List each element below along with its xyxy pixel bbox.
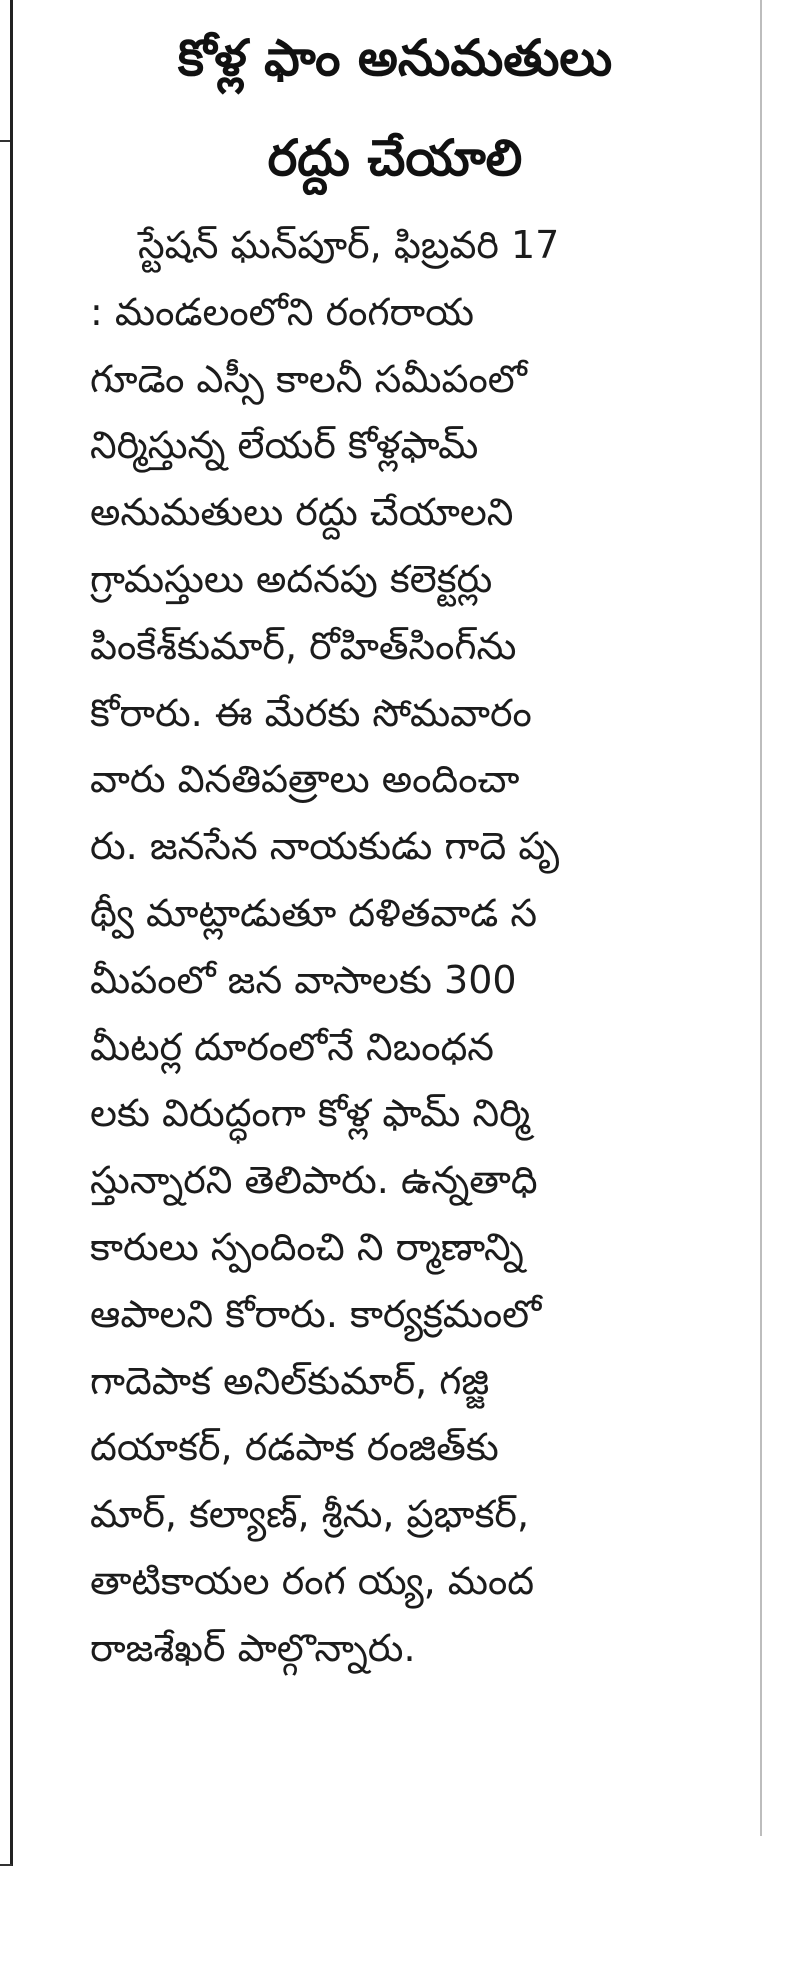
body-line: దయాకర్, రడపాక రంజిత్‌కు <box>90 1425 499 1470</box>
body-line: రు. జనసేన నాయకుడు గాదె పృ <box>90 824 560 869</box>
body-line: కోరారు. ఈ మేరకు సోమవారం <box>90 690 532 735</box>
body-line: అనుమతులు రద్దు చేయాలని <box>90 490 514 535</box>
body-line: థ్వీ మాట్లాడుతూ దళితవాడ స <box>90 890 538 935</box>
headline <box>90 8 700 208</box>
body-line: తాటికాయల రంగ య్య, మంద <box>90 1558 535 1603</box>
headline-line-2: రద్దు చేయాలి <box>267 129 523 187</box>
column-rule-top-stub <box>0 140 10 142</box>
headline-line-1: కోళ్ల ఫాం అనుమతులు <box>177 29 613 87</box>
body-line: : మండలంలోని రంగరాయ <box>90 289 475 334</box>
body-line: పింకేశ్‌కుమార్, రోహిత్‌సింగ్‌ను <box>90 623 517 668</box>
column-rule-left <box>10 0 13 1866</box>
body-line: గాదెపాక అనిల్‌కుమార్, గజ్జి <box>90 1358 490 1403</box>
body-line: స్టేషన్ ఘన్‌పూర్, ఫిబ్రవరి 17 <box>138 223 560 267</box>
body-line: మీటర్ల దూరంలోనే నిబంధన <box>90 1024 494 1069</box>
body-line: మార్, కల్యాణ్, శ్రీను, ప్రభాకర్, <box>90 1492 530 1537</box>
body-line: నిర్మిస్తున్న లేయర్ కోళ్లఫామ్ <box>90 423 479 468</box>
column-rule-bottom-stub <box>0 1864 12 1866</box>
body-line: ఆపాలని కోరారు. కార్యక్రమంలో <box>90 1291 542 1336</box>
column-rule-right <box>760 0 762 1836</box>
body-line: మీపంలో జన వాసాలకు 300 <box>90 957 517 1002</box>
body-line: లకు విరుద్ధంగా కోళ్ల ఫామ్ నిర్మి <box>90 1091 531 1136</box>
body-line: వారు వినతిపత్రాలు అందించా <box>90 757 520 802</box>
body-line: రాజశేఖర్ పాల్గొన్నారు. <box>90 1625 416 1670</box>
body-line: గ్రామస్తులు అదనపు కలెక్టర్లు <box>90 556 493 601</box>
body-line: కారులు స్పందించి ని ర్మాణాన్ని <box>90 1224 524 1269</box>
body-line: స్తున్నారని తెలిపారు. ఉన్నతాధి <box>90 1158 538 1203</box>
article-body <box>90 212 700 1682</box>
body-line: గూడెం ఎస్సీ కాలనీ సమీపంలో <box>90 356 527 401</box>
news-article <box>90 8 700 1682</box>
